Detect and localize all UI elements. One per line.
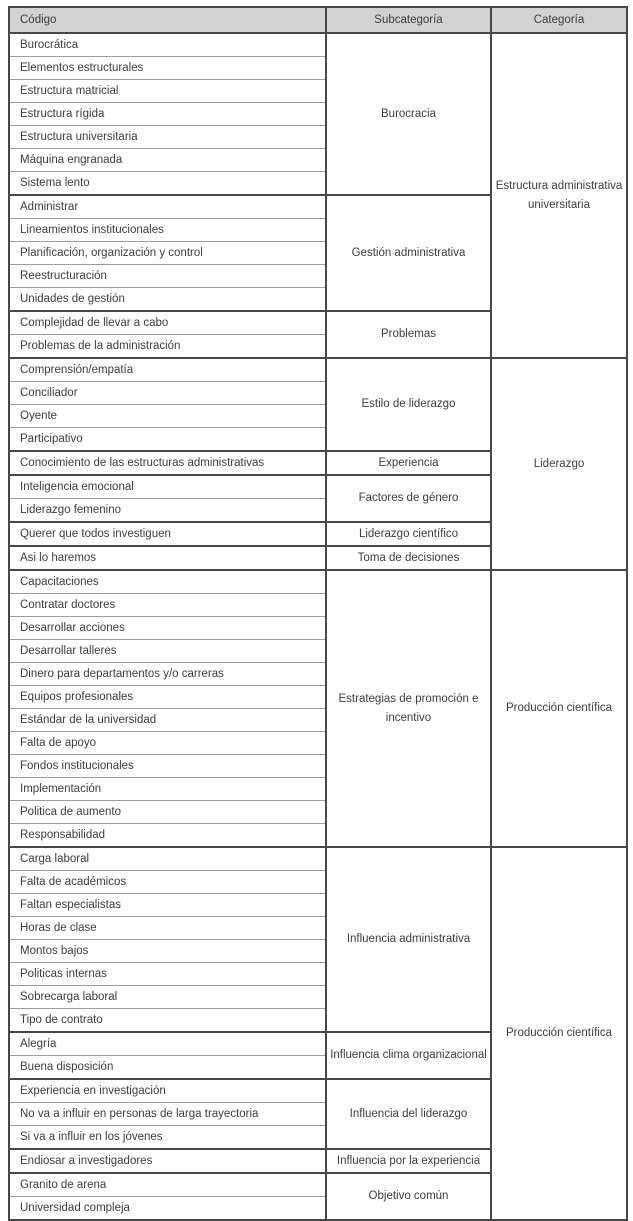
subcategory-cell: Estilo de liderazgo xyxy=(326,358,491,451)
subcategory-cell: Influencia clima organizacional xyxy=(326,1032,491,1079)
code-cell: Liderazgo femenino xyxy=(9,499,326,523)
code-cell: Horas de clase xyxy=(9,917,326,940)
code-cell: Fondos institucionales xyxy=(9,755,326,778)
code-cell: Planificación, organización y control xyxy=(9,242,326,265)
code-cell: Universidad compleja xyxy=(9,1197,326,1221)
table-row xyxy=(9,847,627,871)
code-cell: Implementación xyxy=(9,778,326,801)
subcategory-cell: Liderazgo científico xyxy=(326,522,491,546)
code-cell: Administrar xyxy=(9,195,326,219)
code-cell: Máquina engranada xyxy=(9,149,326,172)
code-cell: Tipo de contrato xyxy=(9,1009,326,1033)
subcategory-cell: Toma de decisiones xyxy=(326,546,491,570)
code-cell: Dinero para departamentos y/o carreras xyxy=(9,663,326,686)
coding-table xyxy=(8,6,628,1221)
code-cell: Unidades de gestión xyxy=(9,288,326,312)
subcategory-cell: Estrategias de promoción e incentivo xyxy=(326,570,491,847)
subcategory-cell: Burocracia xyxy=(326,33,491,195)
code-cell: Burocrática xyxy=(9,33,326,57)
header-categoria: Categoría xyxy=(491,7,627,33)
subcategory-cell: Gestión administrativa xyxy=(326,195,491,311)
code-cell: Falta de académicos xyxy=(9,871,326,894)
code-cell: Contratar doctores xyxy=(9,594,326,617)
code-cell: Inteligencia emocional xyxy=(9,475,326,499)
code-cell: Querer que todos investiguen xyxy=(9,522,326,546)
table-row xyxy=(9,570,627,594)
code-cell: Desarrollar talleres xyxy=(9,640,326,663)
subcategory-cell: Objetivo común xyxy=(326,1173,491,1220)
code-cell: Asi lo haremos xyxy=(9,546,326,570)
code-cell: Alegría xyxy=(9,1032,326,1056)
category-cell: Producción científica xyxy=(491,570,627,847)
code-cell: Comprensión/empatía xyxy=(9,358,326,382)
table-header xyxy=(9,7,627,33)
code-cell: Estándar de la universidad xyxy=(9,709,326,732)
code-cell: Capacitaciones xyxy=(9,570,326,594)
code-cell: Sistema lento xyxy=(9,172,326,196)
code-cell: Equipos profesionales xyxy=(9,686,326,709)
subcategory-cell: Factores de género xyxy=(326,475,491,522)
code-cell: Participativo xyxy=(9,428,326,452)
subcategory-cell: Influencia administrativa xyxy=(326,847,491,1032)
code-cell: Buena disposición xyxy=(9,1056,326,1080)
code-cell: Si va a influir en los jóvenes xyxy=(9,1126,326,1150)
code-cell: Estructura matricial xyxy=(9,80,326,103)
header-subcategoria: Subcategoría xyxy=(326,7,491,33)
code-cell: Lineamientos institucionales xyxy=(9,219,326,242)
code-cell: Conocimiento de las estructuras administrativas xyxy=(9,451,326,475)
code-cell: Responsabilidad xyxy=(9,824,326,848)
subcategory-cell: Influencia por la experiencia xyxy=(326,1149,491,1173)
code-cell: Reestructuración xyxy=(9,265,326,288)
code-cell: Elementos estructurales xyxy=(9,57,326,80)
header-row xyxy=(9,7,627,33)
table-body xyxy=(9,33,627,1220)
code-cell: Faltan especialistas xyxy=(9,894,326,917)
code-cell: Endiosar a investigadores xyxy=(9,1149,326,1173)
category-cell: Estructura administrativa universitaria xyxy=(491,33,627,358)
subcategory-cell: Influencia del liderazgo xyxy=(326,1079,491,1149)
code-cell: Estructura rígida xyxy=(9,103,326,126)
code-cell: Problemas de la administración xyxy=(9,335,326,359)
table-row xyxy=(9,358,627,382)
code-cell: Falta de apoyo xyxy=(9,732,326,755)
code-cell: Conciliador xyxy=(9,382,326,405)
code-cell: Estructura universitaria xyxy=(9,126,326,149)
subcategory-cell: Problemas xyxy=(326,311,491,358)
category-cell: Producción científica xyxy=(491,847,627,1220)
code-cell: Montos bajos xyxy=(9,940,326,963)
code-cell: No va a influir en personas de larga trayectoria xyxy=(9,1103,326,1126)
subcategory-cell: Experiencia xyxy=(326,451,491,475)
code-cell: Sobrecarga laboral xyxy=(9,986,326,1009)
code-cell: Complejidad de llevar a cabo xyxy=(9,311,326,335)
code-cell: Desarrollar acciones xyxy=(9,617,326,640)
code-cell: Experiencia en investigación xyxy=(9,1079,326,1103)
category-cell: Liderazgo xyxy=(491,358,627,570)
code-cell: Politicas internas xyxy=(9,963,326,986)
code-cell: Oyente xyxy=(9,405,326,428)
code-cell: Granito de arena xyxy=(9,1173,326,1197)
code-cell: Carga laboral xyxy=(9,847,326,871)
table-row xyxy=(9,33,627,57)
code-cell: Politica de aumento xyxy=(9,801,326,824)
header-codigo: Código xyxy=(9,7,326,33)
